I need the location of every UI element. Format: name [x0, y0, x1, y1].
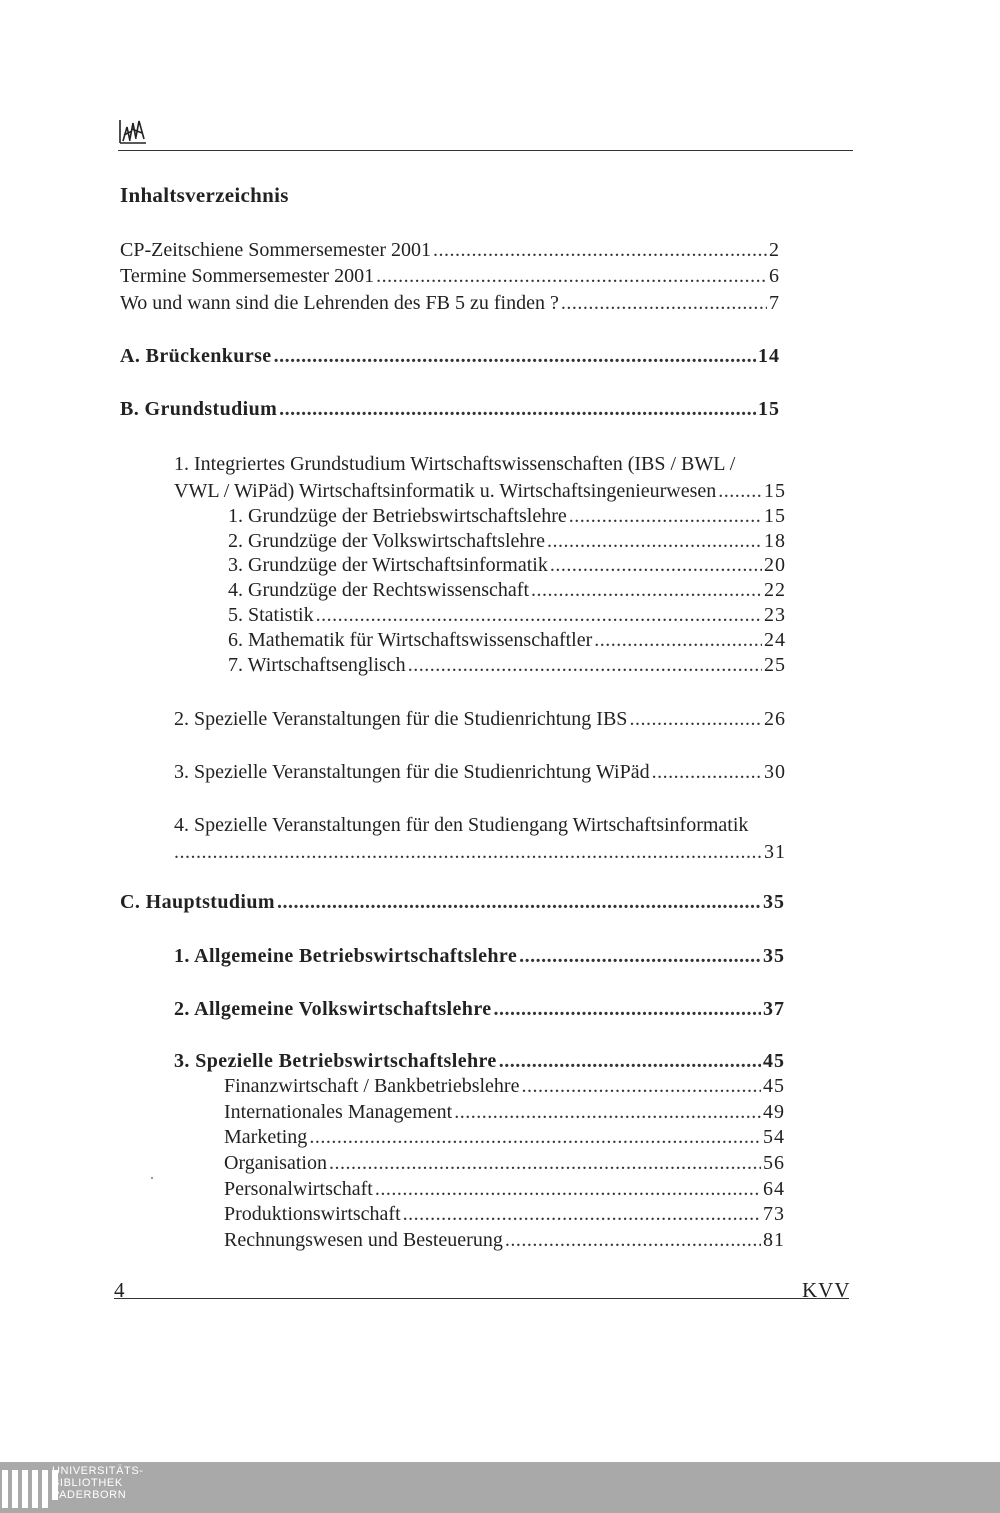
toc-subentry: 6. Mathematik für Wirtschaftswissenschaftler ..... 24: [228, 627, 786, 653]
toc-entry: Wo und wann sind die Lehrenden des FB 5 zu finden ? ..... 7: [120, 290, 780, 316]
toc-subentry: Marketing ..... 54: [224, 1124, 785, 1150]
toc-section-c: C. Hauptstudium ..... 35: [120, 889, 785, 915]
toc-c3: 3. Spezielle Betriebswirtschaftslehre ..... 45: [174, 1048, 785, 1074]
toc-section-b: B. Grundstudium ..... 15: [120, 396, 780, 422]
toc-c2: 2. Allgemeine Volkswirtschaftslehre ..... 37: [174, 996, 785, 1022]
toc-b2: 2. Spezielle Veranstaltungen für die Studienrichtung IBS ..... 26: [174, 706, 786, 732]
header-rule: [118, 150, 853, 151]
library-name: UNIVERSITÄTS- BIBLIOTHEK PADERBORN: [52, 1465, 144, 1501]
scan-speck: [151, 1177, 153, 1179]
toc-entry: CP-Zeitschiene Sommersemester 2001 ..... 2: [120, 237, 780, 263]
toc-subentry: Organisation ..... 56: [224, 1150, 785, 1176]
toc-subentry: Internationales Management ..... 49: [224, 1099, 785, 1125]
toc-subentry: 4. Grundzüge der Rechtswissenschaft ..... 22: [228, 577, 786, 603]
toc-c1: 1. Allgemeine Betriebswirtschaftslehre ..... 35: [174, 943, 785, 969]
toc-b1-line2: VWL / WiPäd) Wirtschaftsinformatik u. Wirtschaftsingenieurwesen ..... 15: [174, 478, 786, 504]
library-banner: [0, 1462, 1000, 1513]
toc-entry: Termine Sommersemester 2001 ..... 6: [120, 263, 780, 289]
toc-subentry: Finanzwirtschaft / Bankbetriebslehre ..... 45: [224, 1073, 785, 1099]
toc-b1-line1: 1. Integriertes Grundstudium Wirtschaftswissenschaften (IBS / BWL /: [174, 453, 736, 475]
toc-section-a: A. Brückenkurse ..... 14: [120, 343, 780, 369]
footer-rule: [114, 1298, 849, 1299]
library-logo-icon: [2, 1470, 58, 1508]
toc-subentry: Rechnungswesen und Besteuerung ..... 81: [224, 1227, 785, 1253]
page-number: 4: [114, 1278, 125, 1302]
toc-subentry: 1. Grundzüge der Betriebswirtschaftslehre ..... 15: [228, 503, 786, 529]
toc-b4-leader: ..... 31: [174, 839, 786, 865]
toc-subentry: Personalwirtschaft ..... 64: [224, 1176, 785, 1202]
toc-b4-text: 4. Spezielle Veranstaltungen für den Studiengang Wirtschaftsinformatik: [174, 814, 749, 836]
toc-subentry: 2. Grundzüge der Volkswirtschaftslehre ..... 18: [228, 528, 786, 554]
toc-subentry: 5. Statistik ..... 23: [228, 602, 786, 628]
toc-subentry: 3. Grundzüge der Wirtschaftsinformatik ..... 20: [228, 552, 786, 578]
page-title: Inhaltsverzeichnis: [120, 183, 289, 207]
toc-subentry: Produktionswirtschaft ..... 73: [224, 1201, 785, 1227]
toc-b3: 3. Spezielle Veranstaltungen für die Studienrichtung WiPäd ..... 30: [174, 759, 786, 785]
university-logo-icon: [118, 115, 148, 145]
footer-label: KVV: [802, 1278, 851, 1302]
toc-subentry: 7. Wirtschaftsenglisch ..... 25: [228, 652, 786, 678]
